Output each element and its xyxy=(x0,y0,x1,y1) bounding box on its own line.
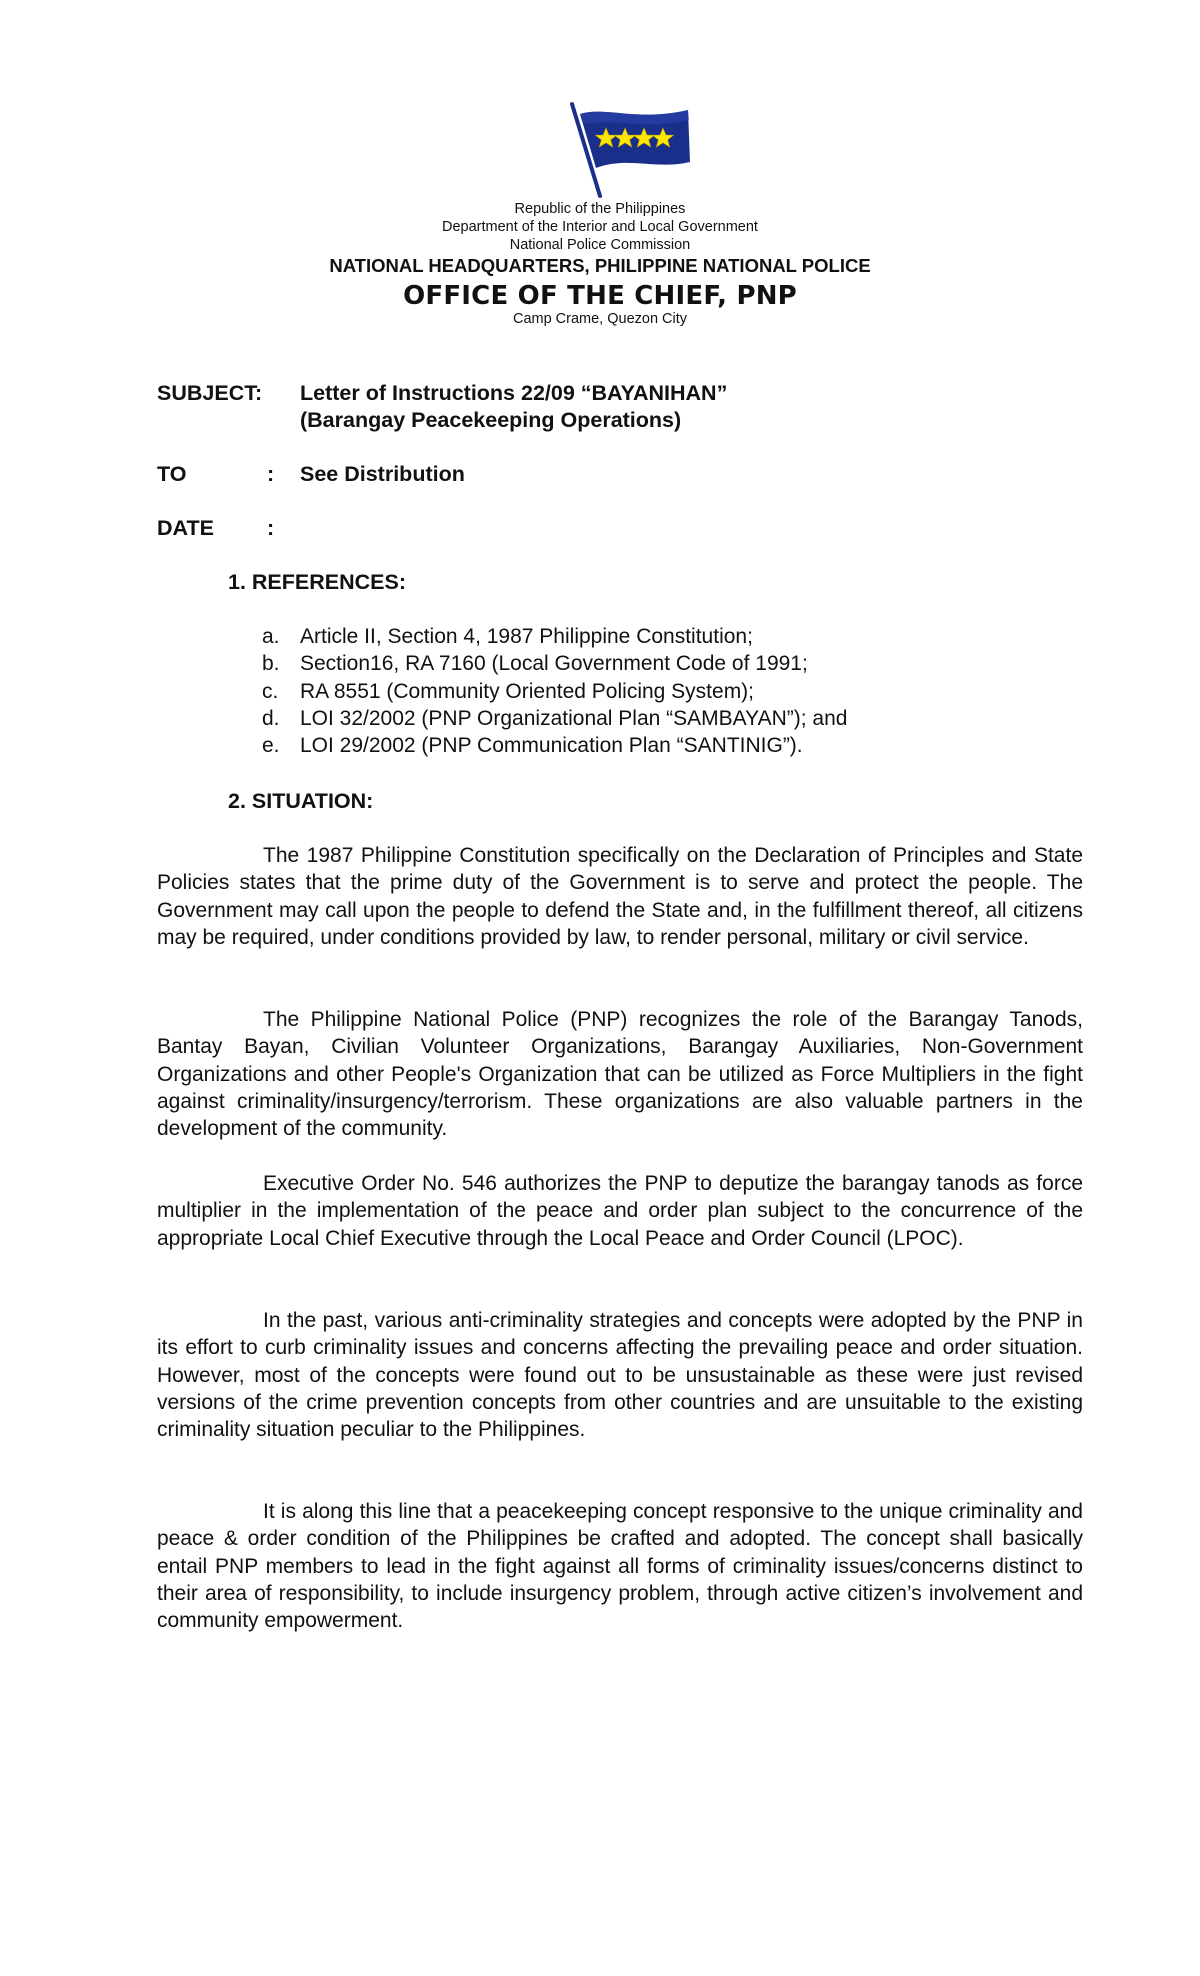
date-label: DATE xyxy=(157,516,214,540)
letterhead-office-title: OFFICE OF THE CHIEF, PNP xyxy=(403,281,797,311)
references-heading: 1. REFERENCES: xyxy=(228,570,407,594)
reference-item xyxy=(262,623,847,650)
situation-heading: 2. SITUATION: xyxy=(228,789,374,813)
reference-marker: e. xyxy=(262,734,280,758)
references-list xyxy=(262,623,847,759)
to-value: See Distribution xyxy=(300,462,465,486)
subject-value: Letter of Instructions 22/09 “BAYANIHAN” xyxy=(300,381,728,405)
letterhead-address: Camp Crame, Quezon City xyxy=(512,311,688,327)
letterhead-department: Department of the Interior and Local Government xyxy=(442,219,758,235)
letterhead-headquarters: NATIONAL HEADQUARTERS, PHILIPPINE NATIONAL POLICE xyxy=(329,255,871,276)
situation-paragraph-1: The 1987 Philippine Constitution specifically on the Declaration of Principles and State Policies states that the prime duty of the Government is to serve and protect the people. The Government may call upon the people to defend the State and, in the fulfillment thereof, all citizens may be required, under conditions provided by law, to render personal, military or civil service. xyxy=(157,844,1083,949)
date-colon: : xyxy=(267,516,275,540)
reference-item xyxy=(262,650,847,677)
reference-text: LOI 29/2002 (PNP Communication Plan “SANTINIG”). xyxy=(300,734,803,758)
to-label: TO xyxy=(157,462,187,486)
reference-item xyxy=(262,705,847,732)
subject-label: SUBJECT: xyxy=(157,381,263,405)
reference-marker: c. xyxy=(262,679,279,703)
to-colon: : xyxy=(267,462,275,486)
reference-item xyxy=(262,678,847,705)
letterhead-republic: Republic of the Philippines xyxy=(514,201,686,217)
situation-paragraph-3: Executive Order No. 546 authorizes the PNP to deputize the barangay tanods as force multiplier in the implementation of the peace and order plan subject to the concurrence of the appropriate Local Chief Executive through the Local Peace and Order Council (LPOC). xyxy=(157,1172,1083,1250)
situation-paragraph-4: In the past, various anti-criminality strategies and concepts were adopted by the PNP in its effort to curb criminality issues and concerns affecting the prevailing peace and order situation. However, most of the concepts were found out to be unsustainable as these were just revised versions of the crime prevention concepts from other countries and are unsuitable to the existing criminality situation peculiar to the Philippines. xyxy=(157,1309,1083,1442)
reference-text: LOI 32/2002 (PNP Organizational Plan “SAMBAYAN”); and xyxy=(300,706,848,730)
letterhead-commission: National Police Commission xyxy=(509,237,691,253)
pnp-flag-icon xyxy=(566,100,696,200)
situation-paragraph-2: The Philippine National Police (PNP) recognizes the role of the Barangay Tanods, Bantay Bayan, Civilian Volunteer Organizations, Barangay Auxiliaries, Non-Government Organizations and other People's Organization that can be utilized as Force Multipliers in the fight against criminality/insurgency/terrorism. These organizations are also valuable partners in the development of the community. xyxy=(157,1008,1083,1141)
reference-marker: a. xyxy=(262,625,280,648)
reference-text: Article II, Section 4, 1987 Philippine Constitution; xyxy=(300,625,753,648)
subject-value-line2: (Barangay Peacekeeping Operations) xyxy=(300,408,682,432)
reference-text: Section16, RA 7160 (Local Government Code of 1991; xyxy=(300,652,808,676)
reference-item xyxy=(262,732,847,759)
situation-paragraph-5: It is along this line that a peacekeeping concept responsive to the unique criminality and peace & order condition of the Philippines be crafted and adopted. The concept shall basically entail PNP members to lead in the fight against all forms of criminality issues/concerns distinct to their area of responsibility, to include insurgency problem, through active citizen’s involvement and community empowerment. xyxy=(157,1500,1083,1633)
reference-marker: d. xyxy=(262,706,280,730)
reference-text: RA 8551 (Community Oriented Policing System); xyxy=(300,679,755,703)
reference-marker: b. xyxy=(262,652,280,676)
